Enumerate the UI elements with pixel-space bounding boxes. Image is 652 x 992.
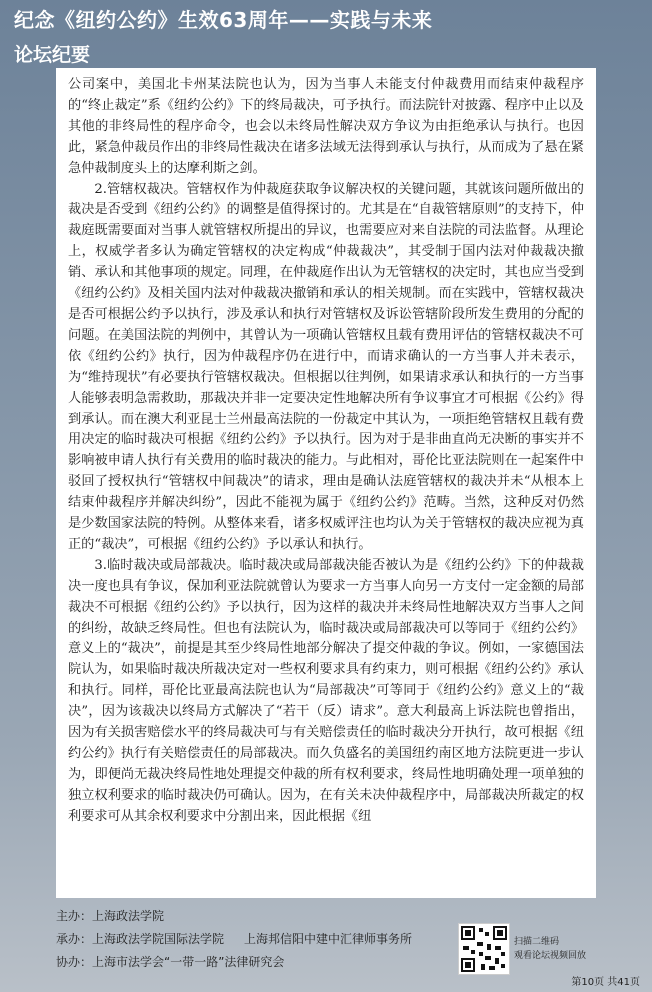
qr-caption-line-2: 观看论坛视频回放 — [514, 951, 587, 961]
qr-caption-line-1: 扫描二维码 — [514, 937, 560, 947]
qr-caption — [514, 935, 586, 963]
header — [14, 2, 432, 72]
paragraph-1: 公司案中，美国北卡州某法院也认为，因为当事人未能支付仲裁费用而结束仲裁程序的“终止裁定”系《纽约公约》下的终局裁决，可予执行。而法院针对披露、程序中止以及其他的非终局性的程序命令，也会以未终局性解决双方争议为由拒绝承认与执行。也因此，紧急仲裁员作出的非终局性裁决在诸多法域无法得到承认与执行，从而成为了悬在紧急仲裁制度头上的达摩利斯之剑。 — [68, 77, 584, 176]
footer-organizer-1: 承办：上海政法学院国际法学院 — [56, 932, 225, 946]
page-number: 第10页 共41页 — [571, 977, 640, 988]
footer — [56, 905, 646, 990]
footer-organizer-2: 上海邦信阳中建中汇律师事务所 — [244, 932, 413, 946]
footer-host: 主办：上海政法学院 — [56, 909, 165, 923]
footer-co-organizer: 协办：上海市法学会“一带一路”法律研究会 — [56, 955, 285, 969]
paragraph-3: 3.临时裁决或局部裁决。临时裁决或局部裁决能否被认为是《纽约公约》下的仲裁裁决一度也具有争议，保加利亚法院就曾认为要求一方当事人向另一方支付一定金额的局部裁决不可根据《纽约公约》予以执行，因为这样的裁决并未终局性地解决双方当事人之间的纠纷，故缺乏终局性。但也有法院认为，临时裁决或局部裁决可以等同于《纽约公约》意义上的“裁决”，前提是其至少终局性地部分解决了提交仲裁的争议。例如，一家德国法院认为，如果临时裁决所裁决定对一些权利要求具有约束力，则可根据《纽约公约》承认和执行。同样，哥伦比亚最高法院也认为“局部裁决”可等同于《纽约公约》意义上的“裁决”，因为该裁决以终局方式解决了“若干（反）请求”。意大利最高上诉法院也曾指出，因为有关损害赔偿水平的终局裁决可与有关赔偿责任的临时裁决分开执行，故可根据《纽约公约》执行有关赔偿责任的局部裁决。而久负盛名的美国纽约南区地方法院更进一步认为，即便尚无裁决终局性地处理提交仲裁的所有权利要求，终局性地明确处理一项单独的独立权利要求的临时裁决仍可确认。因为，在有关未决仲裁程序中，局部裁决所裁定的权利要求可从其余权利要求中分割出来，因此根据《纽 — [68, 557, 584, 824]
paragraph-2: 2.管辖权裁决。管辖权作为仲裁庭获取争议解决权的关键问题，其就该问题所做出的裁决是否受到《纽约公约》的调整是值得探讨的。尤其是在“自裁管辖原则”的支持下，仲裁庭既需要面对当事人就管辖权所提出的异议，也需要应对来自法院的司法监督。从理论上，权威学者多认为确定管辖权的决定构成“仲裁裁决”，其受制于国内法对仲裁裁决撤销、承认和其他事项的规定。同理，在仲裁庭作出认为无管辖权的决定时，其也应当受到《纽约公约》及相关国内法对仲裁裁决撤销和承认的相关规制。而在实践中，管辖权裁决是否可根据公约予以执行，涉及承认和执行对管辖权及诉讼管辖阶段所发生费用的分配的问题。在美国法院的判例中，其曾认为一项确认管辖权且载有费用评估的管辖权裁决不可依《纽约公约》执行，因为仲裁程序仍在进行中，而请求确认的一方当事人并未表示，为“维持现状”有必要执行管辖权裁决。但根据以往判例，如果请求承认和执行的一方当事人能够表明急需救助，那裁决并非一定要决定性地解决所有争议事宜才可根据《公约》得到承认。而在澳大利亚昆士兰州最高法院的一份裁定中其认为，一项拒绝管辖权且载有费用决定的临时裁决可根据《纽约公约》予以执行。因为对于是非曲直尚无决断的事实并不影响被申请人执行有关费用的临时裁决的能力。与此相对，哥伦比亚法院则在一起案件中驳回了授权执行“管辖权中间裁决”的请求，理由是确认法庭管辖权的裁决并未“从根本上结束仲裁程序并解决纠纷”，因此不能视为属于《纽约公约》范畴。当然，这种反对仍然是少数国家法院的特例。从整体来看，诸多权威评注也均认为关于管辖权的裁决应视为真正的“裁决”，可根据《纽约公约》予以承认和执行。 — [68, 181, 584, 552]
document-subtitle: 论坛纪要 — [14, 44, 91, 66]
document-title: 纪念《纽约公约》生效63周年——实践与未来 — [14, 8, 433, 32]
qr-code[interactable] — [458, 923, 510, 975]
content-page — [56, 68, 596, 898]
qr-code-icon — [459, 924, 509, 974]
